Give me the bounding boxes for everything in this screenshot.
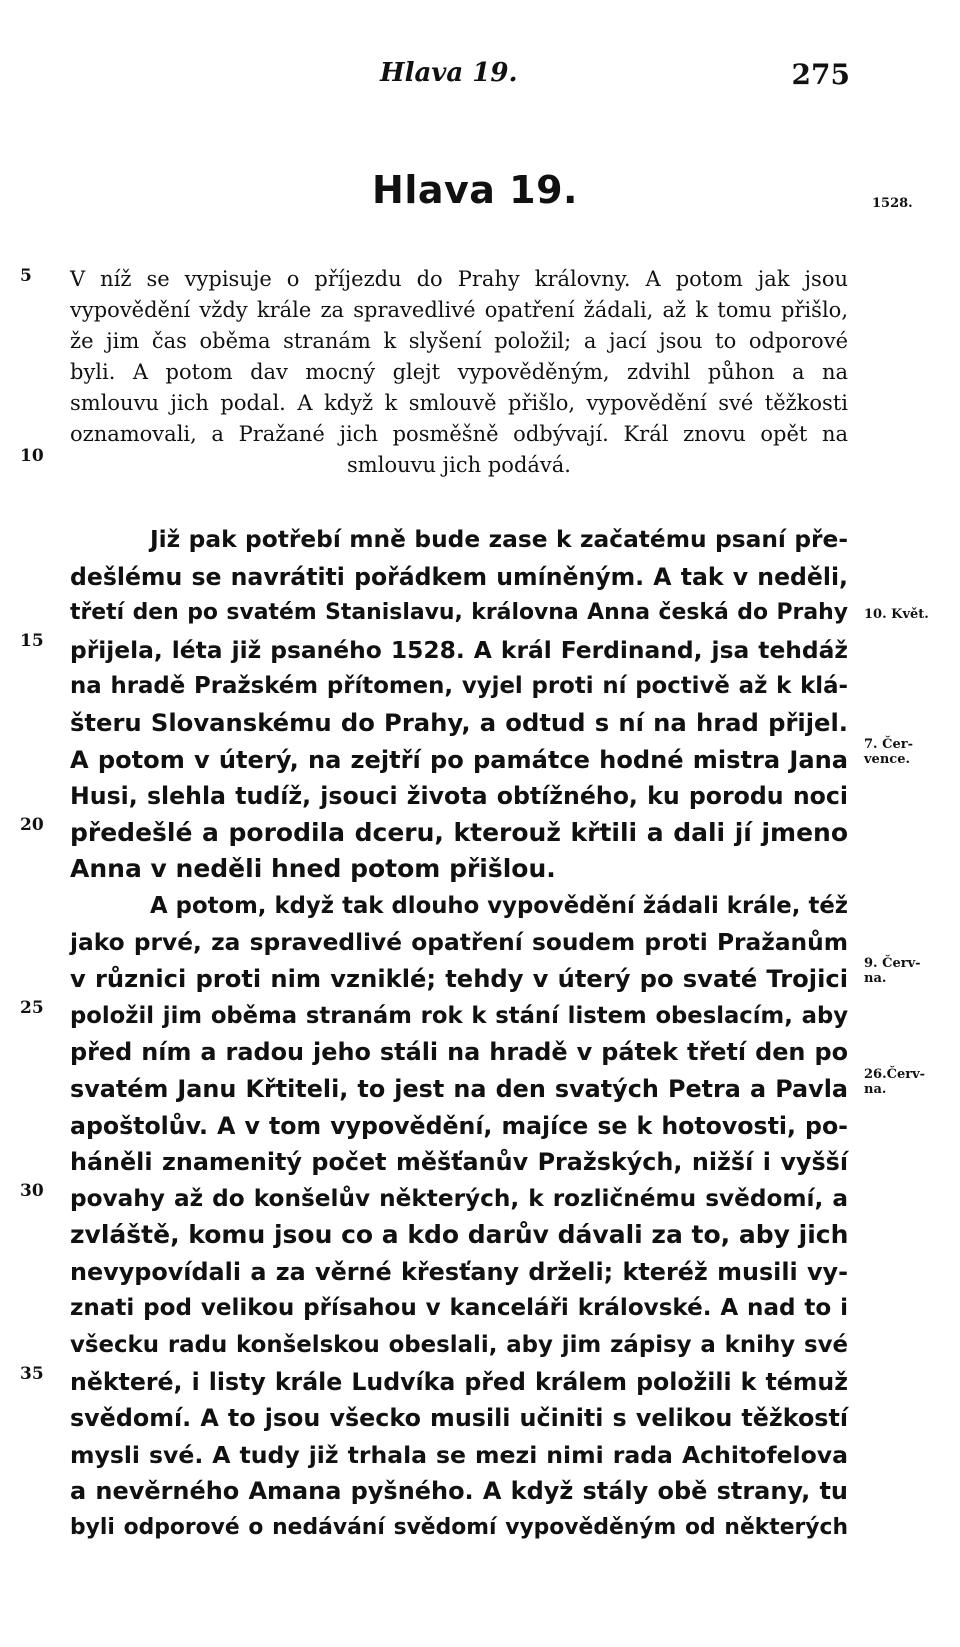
- body-line: znati pod velikou přísahou v kanceláři královské. A nad to i: [70, 1295, 848, 1322]
- line-number: 20: [20, 815, 44, 835]
- body-line: Husi, slehla tudíž, jsouci života obtížného, ku porodu noci: [70, 782, 848, 811]
- body-line: apoštolův. A v tom vypovědění, majíce se k hotovosti, po-: [70, 1111, 848, 1140]
- body-line: předešlé a porodila dceru, kterouž křtili a dali jí jmeno: [70, 817, 848, 847]
- body-line: byli odporové o nedávání svědomí vypověděným od některých: [70, 1515, 848, 1541]
- body-line: na hradě Pražském přítomen, vyjel proti ní poctivě až k klá-: [70, 673, 848, 700]
- body-line: všecku radu konšelskou obeslali, aby jim zápisy a knihy své: [70, 1332, 848, 1359]
- body-line: v různici proti nim vzniklé; tehdy v úterý po svaté Trojici: [70, 965, 848, 994]
- body-line: šteru Slovanskému do Prahy, a odtud s ní na hrad přijel.: [70, 707, 848, 737]
- chapter-title: Hlava 19.: [372, 168, 578, 212]
- margin-note-line: na.: [864, 971, 887, 986]
- margin-note-line: 7. Čer-: [864, 737, 913, 752]
- running-head-title: Hlava 19.: [380, 58, 518, 88]
- line-number: 15: [20, 631, 44, 651]
- body-line: před ním a radou jeho stáli na hradě v pátek třetí den po: [70, 1038, 848, 1067]
- body-line: jako prvé, za spravedlivé opatření soudem proti Pražanům: [70, 928, 848, 956]
- summary-line: že jim čas oběma stranám k slyšení položil; a jací jsou to odporové: [70, 329, 848, 353]
- summary-line: smlouvu jich podává.: [347, 453, 571, 477]
- body-line: mysli své. A tudy již trhala se mezi nimi rada Achitofelova: [70, 1440, 848, 1469]
- summary-line: smlouvu jich podal. A když k smlouvě přišlo, vypovědění své těžkosti: [70, 391, 848, 415]
- body-line: svatém Janu Křtiteli, to jest na den svatých Petra a Pavla: [70, 1074, 848, 1103]
- summary-line: V níž se vypisuje o příjezdu do Prahy královny. A potom jak jsou: [70, 267, 848, 291]
- line-number: 30: [20, 1181, 44, 1201]
- margin-note-line: na.: [864, 1082, 887, 1097]
- margin-note-line: 9. Červ-: [864, 956, 921, 971]
- body-line: háněli znamenitý počet měšťanův Pražských, nižší i vyšší: [70, 1148, 848, 1177]
- body-line: třetí den po svatém Stanislavu, královna Anna česká do Prahy: [70, 600, 848, 626]
- body-line: dešlému se navrátiti pořádkem umíněným. A tak v neděli,: [70, 562, 848, 591]
- body-line: svědomí. A to jsou všecko musili učiniti s velikou těžkostí: [70, 1404, 848, 1433]
- chapter-summary: [70, 264, 848, 481]
- body-line: položil jim oběma stranám rok k stání listem obeslacím, aby: [70, 1002, 848, 1029]
- running-head: [380, 58, 850, 98]
- body-line: A potom, když tak dlouho vypovědění žádali krále, též: [150, 892, 848, 919]
- margin-note-line: 26.Červ-: [864, 1067, 926, 1082]
- summary-line: byli. A potom dav mocný glejt vypověděným, zdvihl půhon a na: [70, 360, 848, 384]
- body-line: některé, i listy krále Ludvíka před králem položili k témuž: [70, 1367, 848, 1396]
- chapter-year-note: 1528.: [872, 196, 913, 211]
- body-line: Anna v neděli hned potom přišlou.: [70, 854, 556, 884]
- margin-date-note: [864, 956, 921, 986]
- line-number: 5: [20, 266, 32, 286]
- margin-note-line: 10. Květ.: [864, 607, 929, 622]
- line-number: 35: [20, 1364, 44, 1384]
- body-line: zvláště, komu jsou co a kdo darův dávali za to, aby jich: [70, 1220, 849, 1250]
- margin-date-note: [864, 737, 913, 767]
- line-number: 10: [20, 446, 44, 466]
- summary-line: vypovědění vždy krále za spravedlivé opatření žádali, až k tomu přišlo,: [70, 298, 848, 322]
- body-line: nevypovídali a za věrné křesťany drželi; kteréž musili vy-: [70, 1257, 848, 1286]
- summary-line: oznamovali, a Pražané jich posměšně odbývají. Král znovu opět na: [70, 422, 848, 446]
- body-line: povahy až do konšelův některých, k rozličnému svědomí, a: [70, 1184, 848, 1212]
- page-number: 275: [791, 58, 850, 91]
- line-number: 25: [20, 998, 44, 1018]
- body-line: Již pak potřebí mně bude zase k začatému psaní pře-: [150, 526, 848, 553]
- body-line: A potom v úterý, na zejtří po památce hodné mistra Jana: [70, 745, 848, 774]
- margin-date-note: [864, 607, 929, 622]
- body-line: přijela, léta již psaného 1528. A král Ferdinand, jsa tehdáž: [70, 635, 848, 664]
- body-line: a nevěrného Amana pyšného. A když stály obě strany, tu: [70, 1477, 848, 1506]
- body-text: [70, 522, 848, 1547]
- margin-note-line: vence.: [864, 752, 910, 767]
- margin-date-note: [864, 1067, 925, 1097]
